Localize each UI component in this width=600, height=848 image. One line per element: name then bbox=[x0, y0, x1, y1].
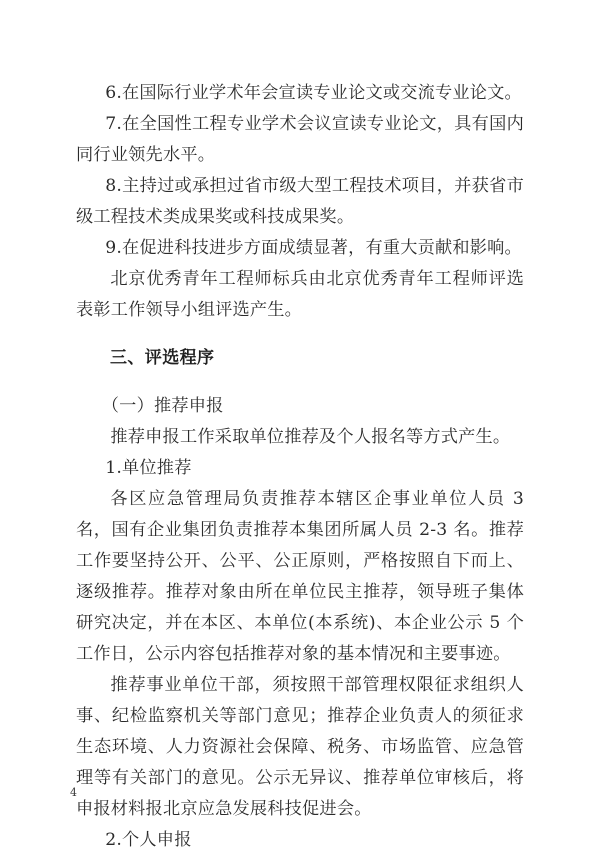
list-item-unit-recommendation: 1.单位推荐 bbox=[105, 458, 192, 478]
paragraph-cadre-consultation-detail: 推荐事业单位干部，须按照干部管理权限征求组织人事、纪检监察机关等部门意见；推荐企业负责人的须征求生态环境、人力资源社会保障、税务、市场监管、应急管理等有关部门的意见。公示无异议、推荐单位审核后，将申报材料报北京应急发展科技促进会。 bbox=[76, 675, 524, 819]
paragraph-clause-7: 7.在全国性工程专业学术会议宣读专业论文，具有国内同行业领先水平。 bbox=[76, 114, 524, 165]
paragraph-recommend-intro: 推荐申报工作采取单位推荐及个人报名等方式产生。 bbox=[110, 427, 511, 447]
paragraph-clause-8: 8.主持过或承担过省市级大型工程技术项目，并获省市级工程技术类成果奖或科技成果奖。 bbox=[76, 176, 524, 227]
list-item-personal-application: 2.个人申报 bbox=[105, 830, 192, 848]
page-number: 4 bbox=[70, 786, 77, 799]
heading-section-three: 三、评选程序 bbox=[110, 348, 215, 368]
paragraph-selection-authority: 北京优秀青年工程师标兵由北京优秀青年工程师评选表彰工作领导小组评选产生。 bbox=[76, 269, 524, 320]
heading-subsection-one: （一）推荐申报 bbox=[101, 396, 224, 416]
paragraph-unit-recommendation-detail: 各区应急管理局负责推荐本辖区企事业单位人员 3 名，国有企业集团负责推荐本集团所属人员 2-3 名。推荐工作要坚持公开、公平、公正原则，严格按照自下而上、逐级推荐。推荐对象由所在单位民主推荐，领导班子集体研究决定，并在本区、本单位(本系统)、本企业公示 5 个工作日，公示内容包括推荐对象的基本情况和主要事迹。 bbox=[76, 489, 524, 664]
document-text-column bbox=[76, 78, 524, 848]
paragraph-clause-6: 6.在国际行业学术年会宣读专业论文或交流专业论文。 bbox=[105, 83, 522, 103]
paragraph-clause-9: 9.在促进科技进步方面成绩显著，有重大贡献和影响。 bbox=[105, 238, 522, 258]
